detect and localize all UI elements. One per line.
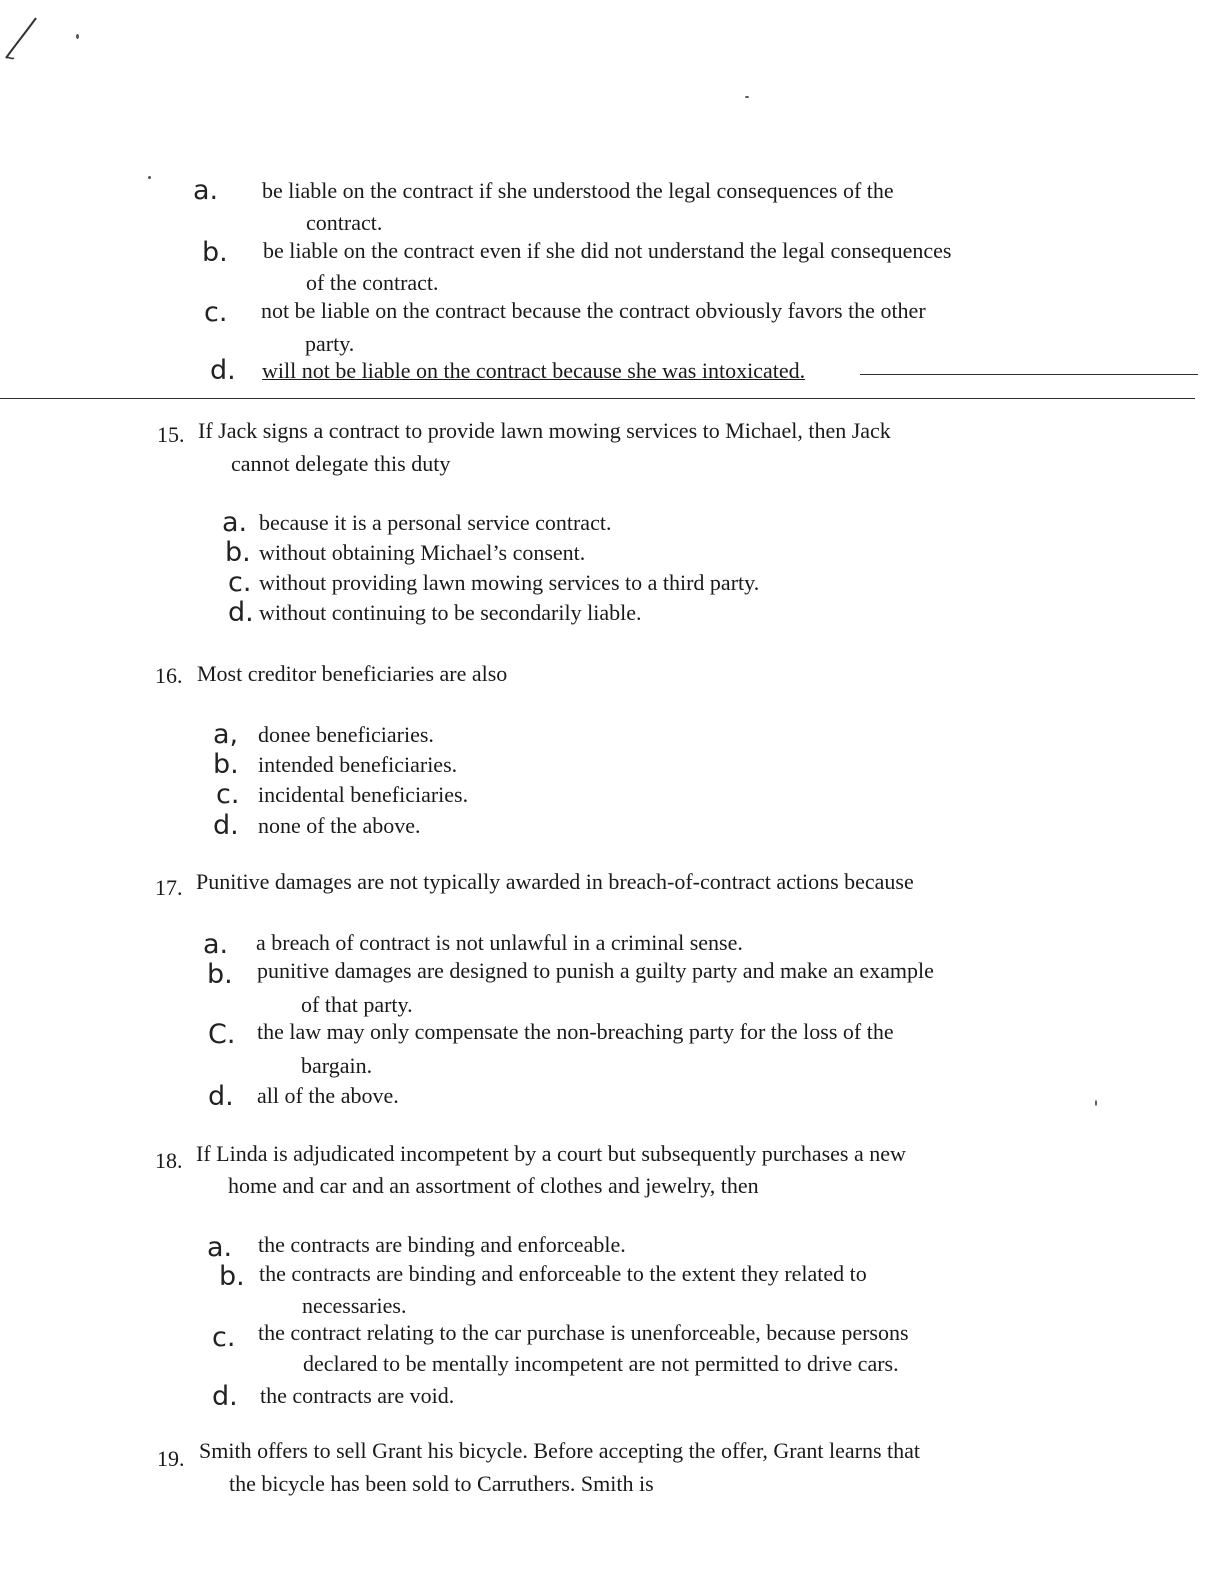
option-letter: b. (219, 1261, 245, 1292)
option-text: donee beneficiaries. (258, 722, 434, 747)
question-number: 15. (157, 422, 185, 447)
option-text-cont: contract. (306, 210, 383, 235)
option-text: the contracts are binding and enforceable to the extent they related to (259, 1261, 867, 1286)
option-text-cont: bargain. (301, 1053, 373, 1078)
option-letter: a. (193, 175, 219, 206)
option-letter: b. (213, 749, 239, 780)
option-text: incidental beneficiaries. (258, 782, 469, 807)
question-number: 17. (155, 875, 183, 900)
question-text-cont: the bicycle has been sold to Carruthers. Smith is (229, 1471, 654, 1496)
option-text: punitive damages are designed to punish a guilty party and make an example (257, 958, 934, 983)
option-text: the contracts are binding and enforceable. (258, 1232, 626, 1257)
option-text: without continuing to be secondarily liable. (259, 600, 642, 625)
option-letter: d. (208, 1081, 234, 1112)
option-letter: b. (225, 537, 251, 568)
question-text: Most creditor beneficiaries are also (197, 661, 508, 686)
scan-speck (745, 96, 749, 98)
option-text-cont: of that party. (301, 992, 413, 1017)
option-text: none of the above. (258, 813, 421, 838)
option-letter: a. (203, 929, 229, 960)
option-text: all of the above. (257, 1083, 399, 1108)
option-letter: b. (207, 959, 233, 990)
option-letter: d. (213, 810, 239, 841)
question-number: 19. (157, 1446, 185, 1471)
option-text: not be liable on the contract because the contract obviously favors the other (261, 298, 926, 323)
option-text-cont: necessaries. (302, 1293, 407, 1318)
option-text: because it is a personal service contract. (259, 510, 612, 535)
option-letter: d. (212, 1381, 238, 1412)
option-text: intended beneficiaries. (258, 752, 458, 777)
option-letter: c. (212, 1322, 236, 1353)
tear-line (860, 374, 1198, 375)
question-text-cont: cannot delegate this duty (231, 451, 451, 476)
question-number: 18. (155, 1148, 183, 1173)
option-text: a breach of contract is not unlawful in a criminal sense. (256, 930, 743, 955)
option-letter: b. (202, 237, 228, 268)
option-letter: a, (213, 719, 239, 750)
tear-line (0, 398, 1195, 399)
option-text: the law may only compensate the non-breaching party for the loss of the (257, 1019, 894, 1044)
question-text: Smith offers to sell Grant his bicycle. Before accepting the offer, Grant learns that (199, 1438, 921, 1463)
option-letter: c. (216, 779, 240, 810)
option-letter: a. (207, 1232, 233, 1263)
pen-mark (2, 14, 42, 62)
option-text-cont: party. (305, 331, 355, 356)
option-letter: a. (222, 507, 248, 538)
question-number: 16. (155, 663, 183, 688)
scan-speck (76, 34, 79, 39)
option-text: be liable on the contract if she understood the legal consequences of the (262, 178, 894, 203)
scan-speck (1095, 1100, 1097, 1106)
option-text: without providing lawn mowing services to a third party. (259, 570, 760, 595)
option-text: the contract relating to the car purchase is unenforceable, because persons (258, 1320, 909, 1345)
question-text: Punitive damages are not typically awarded in breach-of-contract actions because (196, 869, 914, 894)
option-text-cont: declared to be mentally incompetent are not permitted to drive cars. (303, 1351, 899, 1376)
option-letter: C. (208, 1019, 236, 1050)
question-text-cont: home and car and an assortment of clothes and jewelry, then (228, 1173, 759, 1198)
option-text: without obtaining Michael’s consent. (259, 540, 586, 565)
option-text: be liable on the contract even if she did not understand the legal consequences (263, 238, 952, 263)
option-letter: d. (210, 355, 236, 386)
option-text: the contracts are void. (260, 1383, 455, 1408)
question-text: If Linda is adjudicated incompetent by a court but subsequently purchases a new (196, 1141, 906, 1166)
option-text: will not be liable on the contract because she was intoxicated. (262, 358, 806, 383)
option-text-cont: of the contract. (306, 270, 439, 295)
option-letter: c. (204, 297, 228, 328)
question-text: If Jack signs a contract to provide lawn mowing services to Michael, then Jack (198, 418, 891, 443)
scan-speck (148, 176, 151, 179)
option-letter: d. (228, 597, 254, 628)
option-letter: c. (228, 567, 252, 598)
